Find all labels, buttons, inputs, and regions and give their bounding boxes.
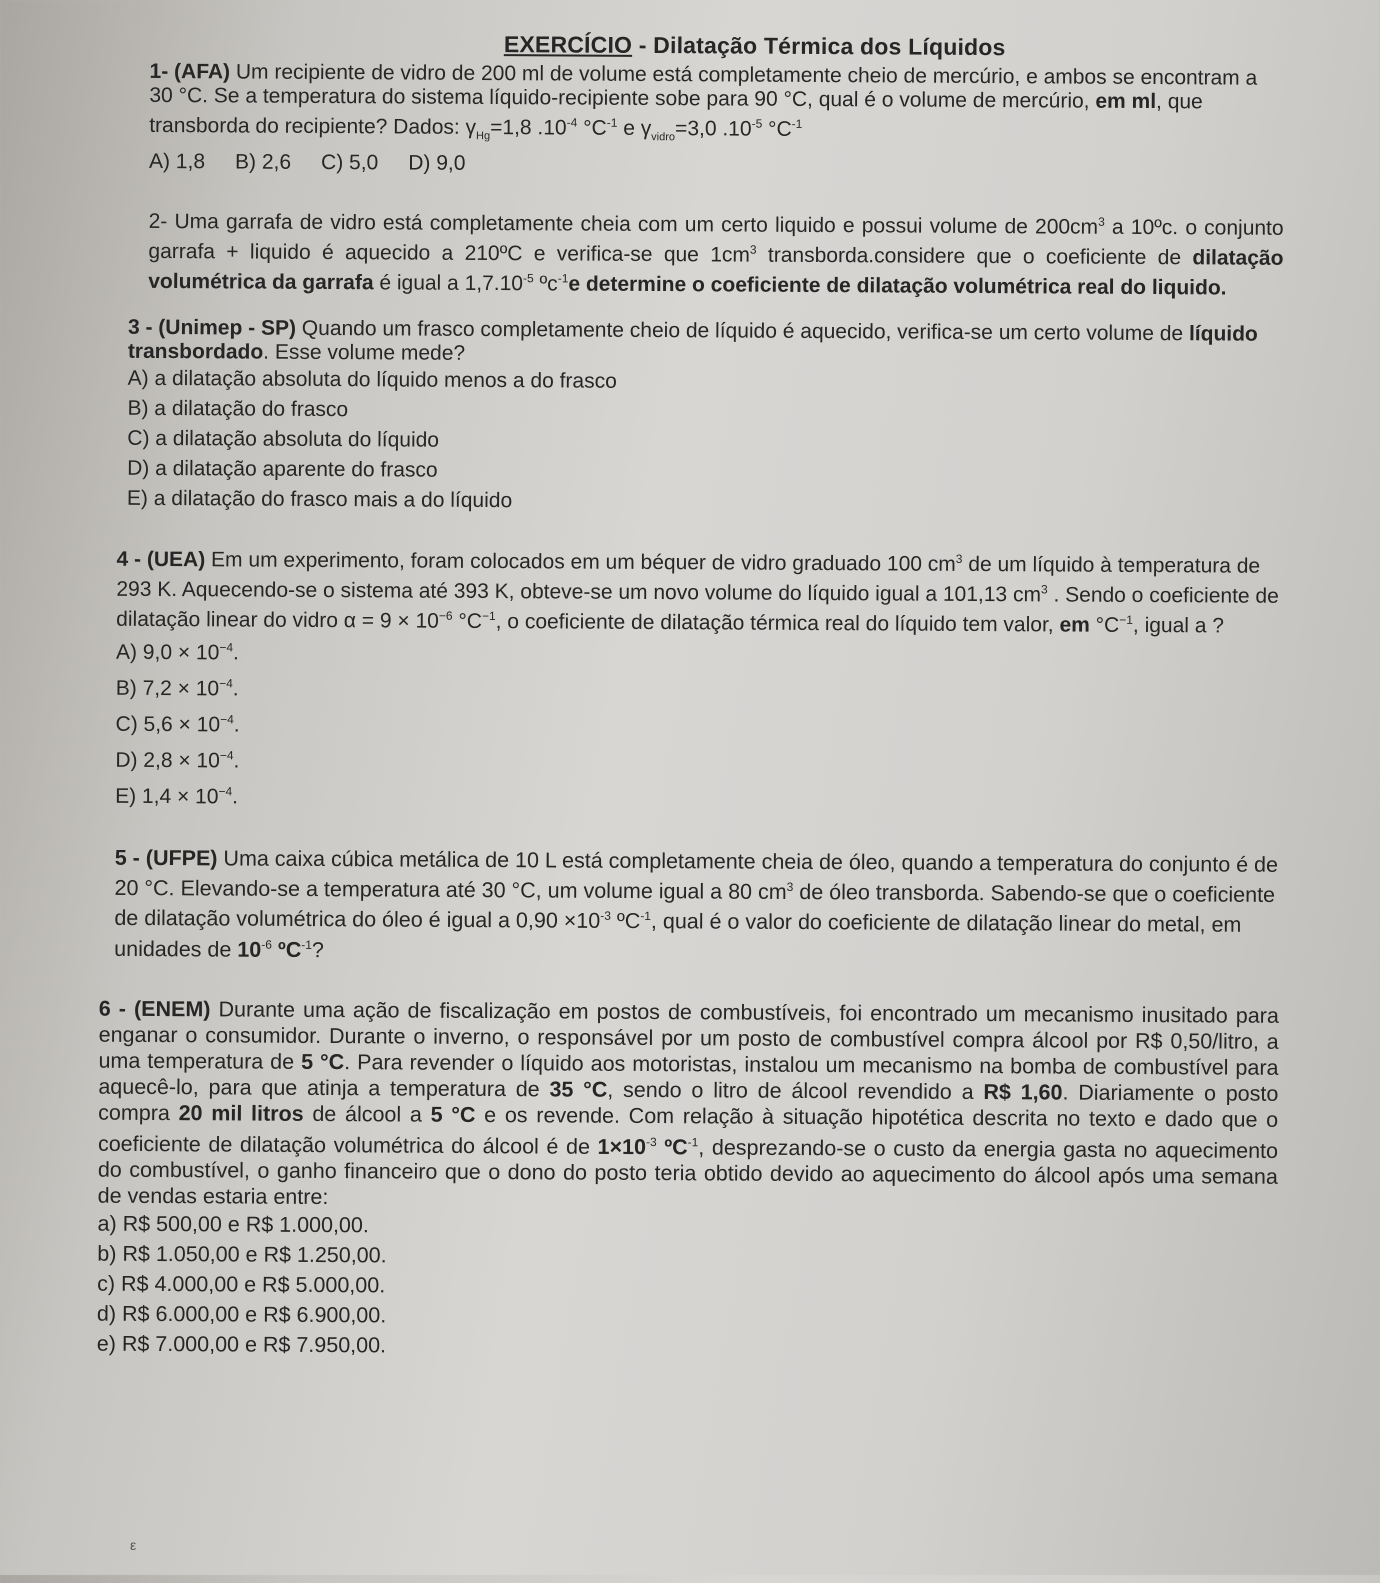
q2-sup: 3 bbox=[1098, 214, 1105, 229]
q4-options: . bbox=[232, 641, 239, 665]
q4-options: E) 1,4 × 10 bbox=[115, 784, 219, 809]
q2-text: a 10ºc. o conjunto garrafa + liquido é aquecido a 210ºC e verifica-se que 1cm bbox=[148, 215, 1284, 267]
q4-options: −4 bbox=[219, 676, 233, 691]
q1-sup: -4 bbox=[566, 115, 578, 130]
question-1-options bbox=[149, 150, 1284, 181]
q6-text: , desprezando-se o custo da energia gasta no aquecimento do combustível, o ganho financeiro que o dono do posto teria obtido devido ao aquecimento do álcool após uma semana de vendas estaria entre: bbox=[97, 1135, 1279, 1209]
question-3-label: 3 - (Unimep - SP) bbox=[127, 315, 297, 341]
q1-sub: vidro bbox=[651, 131, 676, 144]
question-3-statement bbox=[128, 316, 1283, 371]
q5-sup: -6 bbox=[261, 937, 273, 952]
question-4-label: 4 - (UEA) bbox=[116, 547, 206, 572]
q4-text: Em um experimento, foram colocados em um béquer de vidro graduado 100 cm bbox=[205, 548, 956, 577]
q6-bold: ºC bbox=[656, 1134, 688, 1160]
option-a: A) 1,8 bbox=[148, 150, 206, 174]
option-d: D) a dilatação aparente do frasco bbox=[127, 456, 438, 482]
q4-bold: em bbox=[1059, 613, 1090, 637]
q4-options: C) 5,6 × 10 bbox=[115, 712, 221, 737]
q1-sup: -1 bbox=[791, 116, 803, 131]
q6-text: . Diariamente o posto compra bbox=[98, 1080, 1279, 1125]
q6-bold: 35 °C bbox=[549, 1077, 608, 1102]
q6-bold: 5 °C bbox=[430, 1102, 476, 1127]
q4-sup: −1 bbox=[1119, 613, 1134, 628]
q1-text: °C bbox=[577, 116, 607, 140]
option-c: c) R$ 4.000,00 e R$ 5.000,00. bbox=[97, 1271, 386, 1298]
option-a: A) a dilatação absoluta do líquido menos a do frasco bbox=[127, 366, 617, 393]
q1-sup: -5 bbox=[751, 116, 763, 131]
q4-options: . bbox=[232, 785, 239, 809]
question-1-label: 1- (AFA) bbox=[149, 59, 231, 84]
q4-text: . Sendo o coeficiente de dilatação linear do vidro α = 9 × 10 bbox=[116, 583, 1279, 633]
q6-sup: -1 bbox=[687, 1134, 699, 1149]
option-c: C) a dilatação absoluta do líquido bbox=[127, 426, 440, 452]
q5-sup: -1 bbox=[301, 937, 313, 952]
question-6-label: 6 - (ENEM) bbox=[98, 996, 211, 1021]
q2-bold: e determine o coeficiente de dilatação volumétrica real do liquido. bbox=[568, 272, 1227, 300]
q2-text: 2- Uma garrafa de vidro está completamente cheia com um certo liquido e possui volume de 200cm bbox=[148, 210, 1099, 239]
q3-text: . Esse volume mede? bbox=[263, 340, 466, 366]
q6-bold: R$ 1,60 bbox=[983, 1079, 1063, 1105]
q6-text: Durante uma ação de fiscalização em postos de combustíveis, foi encontrado um mecanismo inusitado para enganar o consumidor. Durante o inverno, o responsável por um posto de combustível compra álcool por R$ 0,50/litro, a uma temperatura de bbox=[98, 996, 1279, 1074]
q4-sup: −1 bbox=[481, 609, 496, 624]
q2-text: transborda.considere que o coeficiente de bbox=[756, 243, 1193, 270]
q4-options: D) 2,8 × 10 bbox=[115, 748, 220, 773]
q4-options: −4 bbox=[219, 640, 234, 655]
q6-text: de álcool a bbox=[303, 1101, 431, 1127]
question-5-label: 5 - (UFPE) bbox=[114, 845, 218, 871]
q4-options: . bbox=[233, 749, 240, 773]
question-2 bbox=[148, 204, 1284, 301]
question-1 bbox=[149, 60, 1285, 181]
q2-sup: -1 bbox=[557, 271, 569, 286]
option-b: B) 2,6 bbox=[234, 150, 292, 174]
q4-options: . bbox=[233, 713, 240, 737]
q4-sup: 3 bbox=[1040, 582, 1048, 597]
page-title bbox=[225, 29, 1285, 62]
option-e bbox=[115, 776, 1280, 819]
q5-bold: 10 bbox=[237, 937, 262, 962]
option-e: E) a dilatação do frasco mais a do líquido bbox=[126, 486, 513, 513]
q1-text: =3,0 .10 bbox=[675, 117, 752, 141]
q1-text: Um recipiente de vidro de 200 ml de volume está completamente cheio de mercúrio, e ambos se encontram a 30 °C. Se a temperatura do sistema líquido-recipiente sobe para 90 °C, qual é o volume de mercúrio, bbox=[149, 60, 1258, 113]
q5-text: ºC bbox=[610, 909, 641, 934]
question-4-statement bbox=[116, 542, 1282, 639]
question-1-statement bbox=[149, 60, 1285, 153]
q4-options: B) 7,2 × 10 bbox=[115, 676, 220, 701]
q5-sup: -1 bbox=[640, 909, 652, 924]
question-5 bbox=[114, 846, 1280, 969]
q1-text: =1,8 .10 bbox=[490, 115, 567, 140]
q2-sup: 3 bbox=[749, 242, 757, 257]
q6-bold: 20 mil litros bbox=[178, 1100, 304, 1126]
footer-mark: ε bbox=[130, 1537, 137, 1553]
q5-text: Uma caixa cúbica metálica de 10 L está completamente cheia de óleo, quando a temperatura do conjunto é de 20 °C. Elevando-se a temperatura até 30 °C, um volume igual a 80 cm bbox=[114, 846, 1279, 905]
q5-sup: -3 bbox=[600, 909, 612, 924]
option-e: e) R$ 7.000,00 e R$ 7.950,00. bbox=[96, 1331, 387, 1358]
title-prefix: EXERCÍCIO bbox=[503, 31, 633, 58]
title-rest: - Dilatação Térmica dos Líquidos bbox=[632, 31, 1006, 61]
q4-text: de um líquido à temperatura de 293 K. Aquecendo-se o sistema até 393 K, obteve-se um novo volume do líquido igual a 101,13 cm bbox=[116, 553, 1261, 607]
q1-bold: em ml bbox=[1095, 89, 1157, 114]
q5-sup: 3 bbox=[786, 880, 794, 895]
q2-bold: dilatação volumétrica da garrafa bbox=[148, 246, 1284, 295]
q3-bold: líquido transbordado bbox=[127, 322, 1258, 364]
question-6-statement bbox=[98, 995, 1279, 1215]
q6-text: , sendo o litro de álcool revendido a bbox=[607, 1077, 984, 1104]
q6-text: . Para revender o líquido aos motoristas, instalou um mecanismo na bomba de combustível para aquecê-lo, para que atinja a temperatura de bbox=[98, 1049, 1279, 1102]
q6-bold: 1×10 bbox=[597, 1134, 647, 1159]
q4-text: °C bbox=[452, 609, 483, 634]
q4-options: −4 bbox=[218, 784, 233, 799]
question-4 bbox=[115, 542, 1282, 819]
option-b: B) a dilatação do frasco bbox=[127, 396, 349, 422]
q4-options: −4 bbox=[219, 748, 234, 763]
q2-sup: -5 bbox=[522, 271, 534, 286]
option-d: d) R$ 6.000,00 e R$ 6.900,00. bbox=[96, 1301, 387, 1328]
q2-text: é igual a 1,7.10 bbox=[373, 271, 524, 296]
q4-text: , o coeficiente de dilatação térmica real do líquido tem valor, bbox=[495, 610, 1060, 637]
option-a: a) R$ 500,00 e R$ 1.000,00. bbox=[97, 1211, 369, 1238]
q4-options: −4 bbox=[220, 712, 234, 727]
q6-sup: -3 bbox=[645, 1134, 657, 1149]
q1-sup: -1 bbox=[606, 115, 618, 130]
question-6 bbox=[97, 995, 1279, 1365]
q4-sup: −6 bbox=[438, 608, 453, 623]
q3-text: Quando um frasco completamente cheio de líquido é aquecido, verifica-se um certo volume de bbox=[295, 317, 1190, 346]
question-3 bbox=[127, 316, 1283, 521]
q4-sup: 3 bbox=[955, 552, 963, 567]
option-d: D) 9,0 bbox=[408, 151, 466, 176]
option-c: C) 5,0 bbox=[321, 151, 379, 175]
q1-text: e γ bbox=[617, 116, 652, 140]
q1-text: °C bbox=[762, 117, 792, 141]
q4-options: . bbox=[232, 677, 239, 701]
q4-text: °C bbox=[1089, 613, 1120, 638]
q4-text: , igual a ? bbox=[1132, 614, 1225, 638]
option-b: b) R$ 1.050,00 e R$ 1.250,00. bbox=[97, 1241, 387, 1268]
q5-text: , qual é o valor do coeficiente de dilatação linear do metal, em unidades de bbox=[114, 909, 1242, 962]
q2-text: ºc bbox=[533, 272, 558, 296]
q5-bold: ºC bbox=[271, 937, 302, 962]
q1-text: , que transborda do recipiente? Dados: γ bbox=[149, 90, 1203, 139]
q5-text: de óleo transborda. Sabendo-se que o coeficiente de dilatação volumétrica do óleo é igual a 0,90 ×10 bbox=[114, 880, 1276, 934]
q6-bold: 5 °C bbox=[301, 1049, 345, 1074]
q1-sub: Hg bbox=[476, 130, 491, 143]
q6-text: e os revende. Com relação à situação hipotética descrita no texto e dado que o coeficiente de dilatação volumétrica do álcool é de bbox=[97, 1102, 1279, 1159]
q4-options: A) 9,0 × 10 bbox=[115, 640, 220, 665]
q5-text: ? bbox=[311, 937, 325, 962]
